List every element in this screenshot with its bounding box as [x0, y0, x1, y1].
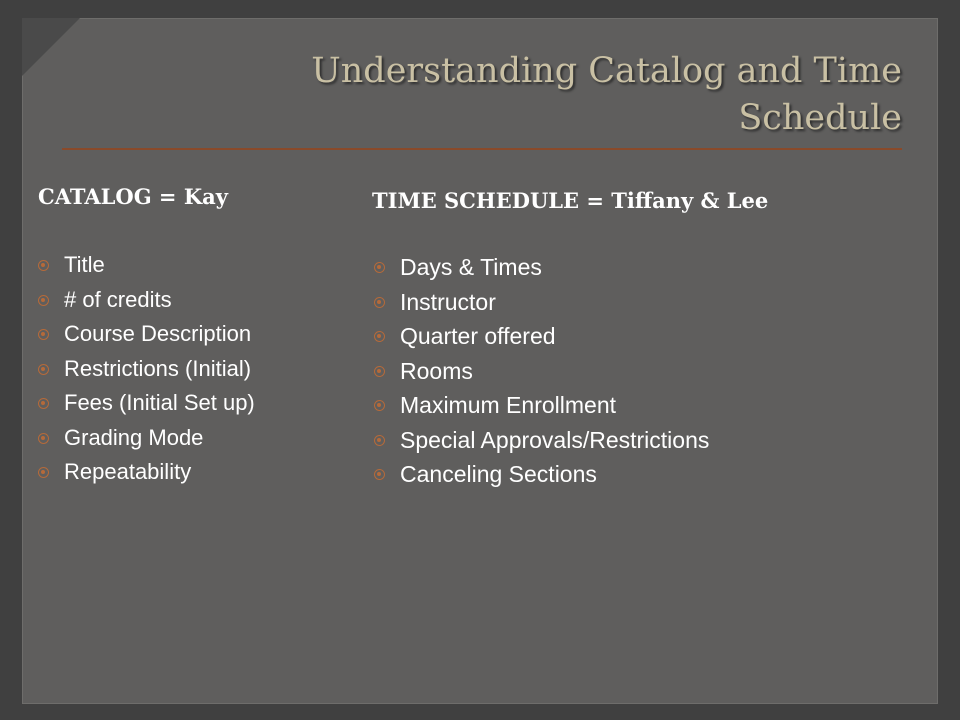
bullet-icon [374, 297, 385, 308]
list-item-label: Canceling Sections [400, 461, 597, 487]
bullet-icon [38, 467, 49, 478]
bullet-icon [38, 433, 49, 444]
list-item [38, 287, 255, 322]
list-item [374, 289, 709, 324]
bullet-icon [38, 329, 49, 340]
bullet-icon [374, 366, 385, 377]
catalog-heading: CATALOG = Kay [38, 184, 228, 209]
bullet-icon [38, 398, 49, 409]
list-item [374, 323, 709, 358]
panel-corner-decoration [22, 18, 80, 76]
list-item-label: Special Approvals/Restrictions [400, 426, 710, 453]
list-item [38, 321, 255, 356]
list-item-label: Title [64, 252, 105, 277]
list-item-label: Maximum Enrollment [400, 392, 616, 418]
list-item-label: Quarter offered [400, 323, 556, 349]
catalog-list [38, 252, 255, 494]
list-item [374, 427, 709, 462]
bullet-icon [374, 435, 385, 446]
list-item-label: Days & Times [400, 254, 542, 280]
time-schedule-list [374, 254, 709, 496]
list-item [374, 392, 709, 427]
list-item-label: Restrictions (Initial) [64, 355, 252, 381]
list-item [374, 358, 709, 393]
list-item-label: Repeatability [64, 459, 192, 484]
bullet-icon [374, 469, 385, 480]
bullet-icon [374, 262, 385, 273]
time-schedule-heading: TIME SCHEDULE = Tiffany & Lee [372, 188, 769, 213]
list-item-label: Rooms [400, 357, 473, 384]
list-item-label: Course Description [64, 321, 252, 346]
title-underline [62, 148, 902, 150]
list-item [38, 390, 255, 425]
list-item [374, 461, 709, 496]
list-item-label: Fees (Initial Set up) [64, 390, 255, 415]
list-item [374, 254, 709, 289]
bullet-icon [38, 364, 49, 375]
bullet-icon [374, 400, 385, 411]
bullet-icon [38, 295, 49, 306]
list-item-label: # of credits [64, 286, 172, 312]
list-item-label: Grading Mode [64, 424, 204, 450]
list-item [38, 252, 255, 287]
list-item [38, 425, 255, 460]
list-item [38, 459, 255, 494]
slide-title: Understanding Catalog and Time Schedule [311, 51, 902, 138]
bullet-icon [38, 260, 49, 271]
bullet-icon [374, 331, 385, 342]
list-item-label: Instructor [400, 288, 496, 315]
list-item [38, 356, 255, 391]
